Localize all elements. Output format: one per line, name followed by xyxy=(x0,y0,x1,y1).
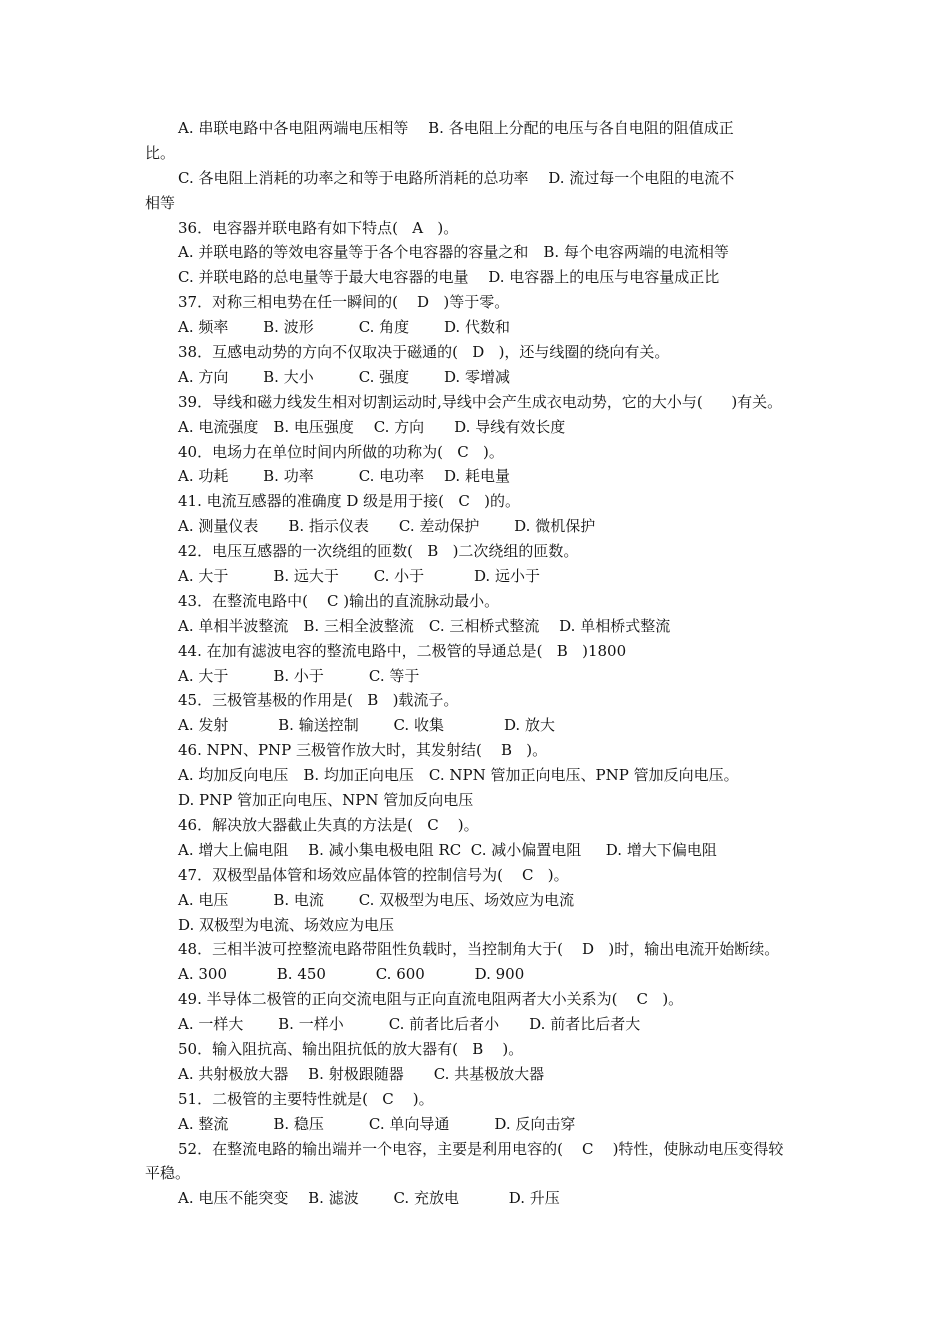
text-line: A. 整流 B. 稳压 C. 单向导通 D. 反向击穿 xyxy=(178,1114,576,1133)
text-line: 50．输入阻抗高、输出阻抗低的放大器有( B )。 xyxy=(178,1039,524,1058)
text-line: C. 各电阻上消耗的功率之和等于电路所消耗的总功率 D. 流过每一个电阻的电流不 xyxy=(178,168,735,187)
text-line: A. 频率 B. 波形 C. 角度 D. 代数和 xyxy=(178,318,510,337)
text-line: A. 电压不能突变 B. 滤波 C. 充放电 D. 升压 xyxy=(178,1189,560,1208)
text-line: 相等 xyxy=(145,193,176,212)
text-line: 45．三极管基极的作用是( B )载流子。 xyxy=(178,691,459,710)
text-line: A. 300 B. 450 C. 600 D. 900 xyxy=(178,965,525,984)
text-line: 37．对称三相电势在任一瞬间的( D )等于零。 xyxy=(178,293,510,312)
text-line: 43．在整流电路中( C )输出的直流脉动最小。 xyxy=(178,591,500,610)
text-line: 42．电压互感器的一次绕组的匝数( B )二次绕组的匝数。 xyxy=(178,542,579,561)
text-line: A. 共射极放大器 B. 射极跟随器 C. 共基极放大器 xyxy=(178,1064,545,1083)
text-line: A. 功耗 B. 功率 C. 电功率 D. 耗电量 xyxy=(178,467,510,486)
document-body xyxy=(145,116,815,1211)
text-line: 48．三相半波可控整流电路带阻性负载时，当控制角大于( D )时，输出电流开始断续。 xyxy=(178,940,780,959)
text-line: 49. 半导体二极管的正向交流电阻与正向直流电阻两者大小关系为( C )。 xyxy=(178,990,684,1009)
text-line: A. 测量仪表 B. 指示仪表 C. 差动保护 D. 微机保护 xyxy=(178,517,596,536)
text-line: A. 大于 B. 远大于 C. 小于 D. 远小于 xyxy=(178,567,540,586)
text-line: A. 电流强度 B. 电压强度 C. 方向 D. 导线有效长度 xyxy=(178,417,566,436)
text-line: 46. NPN、PNP 三极管作放大时，其发射结( B )。 xyxy=(178,741,548,760)
text-line: 51．二极管的主要特性就是( C )。 xyxy=(178,1089,434,1108)
text-line: A. 串联电路中各电阻两端电压相等 B. 各电阻上分配的电压与各自电阻的阻值成正 xyxy=(178,119,734,137)
text-line: 平稳。 xyxy=(145,1164,191,1183)
text-line: C. 并联电路的总电量等于最大电容器的电量 D. 电容器上的电压与电容量成正比 xyxy=(178,268,720,287)
text-line: 44. 在加有滤波电容的整流电路中，二极管的导通总是( B )1800 xyxy=(178,641,627,660)
text-line: A. 单相半波整流 B. 三相全波整流 C. 三相桥式整流 D. 单相桥式整流 xyxy=(178,616,671,635)
text-line: A. 增大上偏电阻 B. 减小集电极电阻 RC C. 减小偏置电阻 D. 增大下偏电阻 xyxy=(178,840,717,859)
text-line: 41. 电流互感器的准确度 D 级是用于接( C )的。 xyxy=(178,492,520,511)
text-line: D. PNP 管加正向电压、NPN 管加反向电压 xyxy=(178,791,474,810)
text-line: A. 均加反向电压 B. 均加正向电压 C. NPN 管加正向电压、PNP 管加反向电压。 xyxy=(178,766,739,785)
text-line: A. 发射 B. 输送控制 C. 收集 D. 放大 xyxy=(178,716,555,735)
text-line: A. 一样大 B. 一样小 C. 前者比后者小 D. 前者比后者大 xyxy=(178,1015,641,1034)
text-line: 40．电场力在单位时间内所做的功称为( C )。 xyxy=(178,442,504,461)
text-line: A. 大于 B. 小于 C. 等于 xyxy=(178,666,420,685)
text-line: A. 方向 B. 大小 C. 强度 D. 零增减 xyxy=(178,367,510,386)
text-line: A. 并联电路的等效电容量等于各个电容器的容量之和 B. 每个电容两端的电流相等 xyxy=(178,243,729,262)
text-line: 比。 xyxy=(145,143,176,162)
text-line: D. 双极型为电流、场效应为电压 xyxy=(178,915,395,934)
text-line: 39．导线和磁力线发生相对切割运动时,导线中会产生成衣电动势，它的大小与( )有关。 xyxy=(178,392,783,411)
text-line: 47．双极型晶体管和场效应晶体管的控制信号为( C )。 xyxy=(178,865,569,884)
text-line: 36．电容器并联电路有如下特点( A )。 xyxy=(178,218,459,237)
text-line: 46．解决放大器截止失真的方法是( C )。 xyxy=(178,815,479,834)
text-line: 38．互感电动势的方向不仅取决于磁通的( D )，还与线圈的绕向有关。 xyxy=(178,343,670,362)
text-line: A. 电压 B. 电流 C. 双极型为电压、场效应为电流 xyxy=(178,890,575,909)
text-line: 52．在整流电路的输出端并一个电容，主要是利用电容的( C )特性，使脉动电压变得较 xyxy=(178,1139,784,1158)
